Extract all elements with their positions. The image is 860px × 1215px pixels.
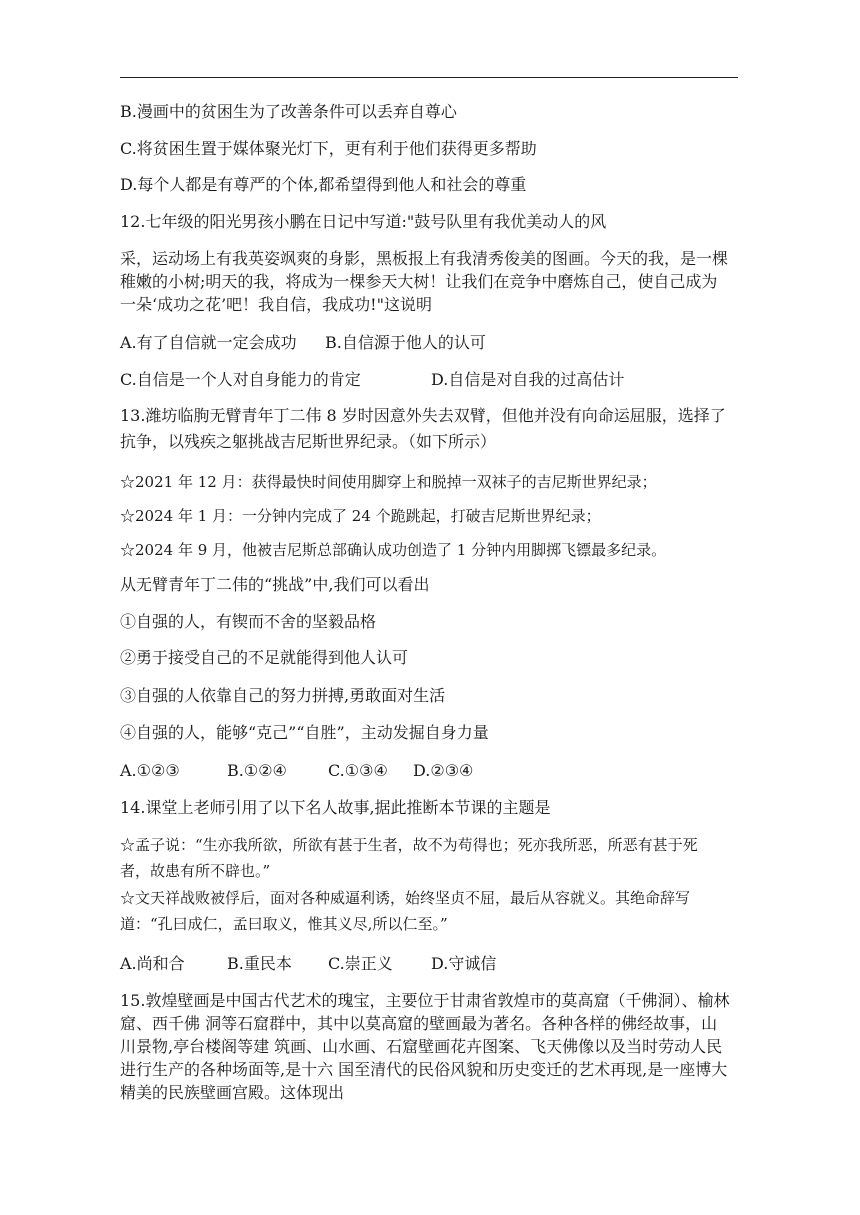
q11-option-b: B.漫画中的贫困生为了改善条件可以丢弃自尊心 bbox=[120, 102, 457, 121]
q13-options bbox=[120, 758, 740, 784]
q13-record-3: ☆2024 年 9 月，他被吉尼斯总部确认成功创造了 1 分钟内用脚掷飞镖最多纪录。 bbox=[120, 541, 667, 559]
q12-option-d: D.自信是对自我的过高估计 bbox=[431, 370, 625, 389]
q13-statement-1: ①自强的人，有锲而不舍的坚毅品格 bbox=[120, 612, 377, 631]
q13-statement-4: ④自强的人，能够“克己”“自胜”，主动发掘自身力量 bbox=[120, 723, 489, 742]
q12-stem-continued: 采，运动场上有我英姿飒爽的身影，黑板报上有我清秀俊美的图画。今天的我，是一棵稚嫩的小树;明天的我，将成为一棵参天大树！让我们在竞争中磨炼自己，使自己成为一朵‘成功之花’吧！我自信，我成功!"这说明 bbox=[120, 249, 729, 314]
q14-option-d: D.守诚信 bbox=[431, 954, 497, 973]
q15-stem: 15.敦煌壁画是中国古代艺术的瑰宝，主要位于甘肃省敦煌市的莫高窟（千佛洞）、榆林窟、西千佛 洞等石窟群中，其中以莫高窟的壁画最为著名。各种各样的佛经故事，山川景物,亭台楼阁等建 筑画、山水画、石窟壁画花卉图案、飞天佛像以及当时劳动人民进行生产的各种场面等,是十六 国至清代的民俗风貌和历史变迁的艺术再现,是一座博大精美的民族壁画宫殿。这体现出 bbox=[120, 991, 730, 1102]
q13-record-1: ☆2021 年 12 月：获得最快时间使用脚穿上和脱掉一双袜子的吉尼斯世界纪录； bbox=[120, 473, 657, 491]
q14-option-b: B.重民本 bbox=[227, 954, 292, 973]
q12-stem-first-line: 12.七年级的阳光男孩小鹏在日记中写道:"鼓号队里有我优美动人的风 bbox=[120, 212, 607, 231]
q14-options bbox=[120, 951, 740, 977]
q13-statement-2: ②勇于接受自己的不足就能得到他人认可 bbox=[120, 648, 409, 667]
q14-story-1: ☆孟子说：“生亦我所欲，所欲有甚于生者，故不为苟得也；死亦我所恶，所恶有甚于死者，故患有所不辟也。” bbox=[120, 836, 698, 880]
q12-option-b: B.自信源于他人的认可 bbox=[325, 333, 486, 352]
q11-option-c: C.将贫困生置于媒体聚光灯下，更有利于他们获得更多帮助 bbox=[120, 139, 537, 158]
q14-option-c: C.崇正义 bbox=[328, 954, 393, 973]
q14-story-2: ☆文天祥战败被俘后，面对各种威逼利诱，始终坚贞不屈，最后从容就义。其绝命辞写道：“孔曰成仁，孟曰取义，惟其义尽,所以仁至。” bbox=[120, 889, 691, 933]
q13-option-b: B.①②④ bbox=[227, 761, 287, 780]
header-rule bbox=[120, 77, 738, 78]
q13-option-c: C.①③④ bbox=[328, 761, 388, 780]
q13-option-d: D.②③④ bbox=[413, 761, 474, 780]
q14-stem: 14.课堂上老师引用了以下名人故事,据此推断本节课的主题是 bbox=[120, 798, 551, 817]
q11-option-d: D.每个人都是有尊严的个体,都希望得到他人和社会的尊重 bbox=[120, 175, 527, 194]
q13-lead: 从无臂青年丁二伟的“挑战”中,我们可以看出 bbox=[120, 575, 430, 594]
q12-options-row1 bbox=[120, 330, 740, 356]
q13-record-2: ☆2024 年 1 月：一分钟内完成了 24 个跪跳起，打破吉尼斯世界纪录； bbox=[120, 507, 601, 525]
q14-option-a: A.尚和合 bbox=[120, 954, 185, 973]
q13-stem: 13.潍坊临朐无臂青年丁二伟 8 岁时因意外失去双臂，但他并没有向命运屈服，选择了抗争，以残疾之躯挑战吉尼斯世界纪录。（如下所示） bbox=[120, 406, 726, 451]
q12-option-a: A.有了自信就一定会成功 bbox=[120, 333, 297, 352]
q13-statement-3: ③自强的人依靠自己的努力拼搏,勇敢面对生活 bbox=[120, 686, 446, 705]
q12-options-row2 bbox=[120, 367, 740, 393]
q12-option-c: C.自信是一个人对自身能力的肯定 bbox=[120, 370, 361, 389]
q13-option-a: A.①②③ bbox=[120, 761, 180, 780]
